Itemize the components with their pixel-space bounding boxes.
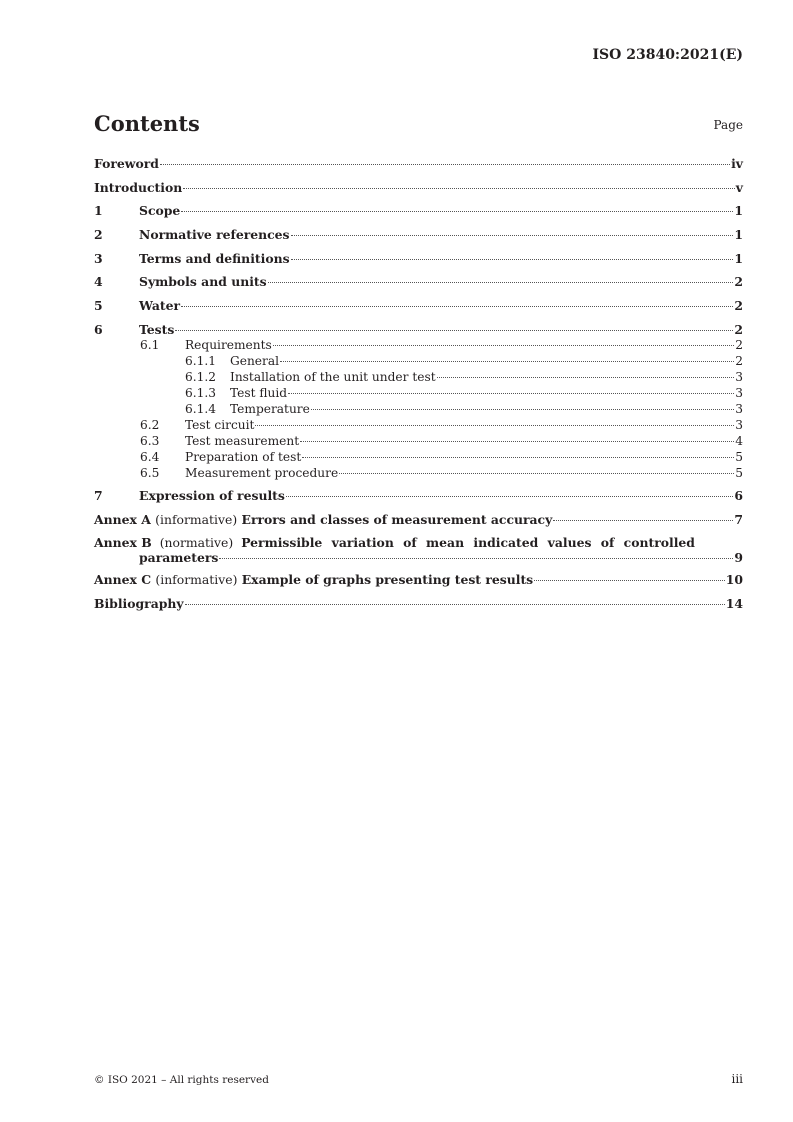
toc-page: 3 bbox=[735, 369, 743, 384]
toc-label-line1: Permissible variation of mean indicated values of controlled bbox=[241, 535, 695, 551]
dot-leader bbox=[291, 235, 734, 236]
dot-leader bbox=[288, 393, 734, 394]
toc-entry-bibliography[interactable] bbox=[94, 596, 743, 611]
toc-annex-type: (normative) bbox=[159, 535, 234, 551]
toc-label: Test measurement bbox=[185, 433, 300, 448]
toc-entry-requirements[interactable] bbox=[94, 338, 743, 354]
toc-entry-tests[interactable] bbox=[94, 322, 743, 337]
dot-leader bbox=[311, 409, 734, 410]
toc-entry-temperature[interactable] bbox=[94, 402, 743, 418]
toc-page: 1 bbox=[734, 227, 743, 243]
page-title: Contents bbox=[94, 111, 200, 136]
toc-page: 1 bbox=[734, 250, 743, 266]
dot-leader bbox=[302, 457, 734, 458]
toc-entry-general[interactable] bbox=[94, 354, 743, 370]
toc-page: 5 bbox=[735, 449, 743, 464]
toc-entry-water[interactable] bbox=[94, 298, 743, 313]
toc-label: Scope bbox=[139, 203, 181, 219]
toc-label: Installation of the unit under test bbox=[230, 369, 436, 384]
toc-entry-foreword[interactable] bbox=[94, 156, 743, 171]
dot-leader bbox=[219, 558, 733, 559]
toc-entry-symbols-and-units[interactable] bbox=[94, 274, 743, 289]
dot-leader bbox=[273, 345, 734, 346]
dot-leader bbox=[286, 496, 734, 497]
toc-number: 6.1 bbox=[140, 337, 160, 352]
dot-leader bbox=[185, 604, 725, 605]
toc-number: 6.5 bbox=[140, 465, 160, 480]
toc-label: Expression of results bbox=[139, 488, 285, 503]
dot-leader bbox=[534, 580, 725, 581]
table-of-contents bbox=[94, 156, 743, 620]
toc-label: Measurement procedure bbox=[185, 465, 339, 480]
toc-number: 6.1.3 bbox=[185, 385, 217, 400]
toc-label: Preparation of test bbox=[185, 449, 302, 464]
toc-number: 2 bbox=[94, 227, 103, 243]
toc-number: 6.3 bbox=[140, 433, 160, 448]
toc-label: Bibliography bbox=[94, 596, 184, 612]
toc-number: 6.1.2 bbox=[185, 369, 217, 384]
toc-annex-prefix: Annex C bbox=[94, 572, 152, 588]
toc-page: iv bbox=[731, 156, 743, 171]
toc-entry-test-measurement[interactable] bbox=[94, 434, 743, 450]
toc-label: Foreword bbox=[94, 156, 159, 171]
toc-annex-prefix: Annex B bbox=[94, 535, 152, 551]
toc-number: 6.1.4 bbox=[185, 401, 217, 416]
toc-page: 1 bbox=[734, 203, 743, 219]
toc-label-line2: parameters bbox=[139, 550, 219, 566]
page-column-label: Page bbox=[713, 118, 743, 132]
document-id: ISO 23840:2021(E) bbox=[592, 47, 743, 63]
dot-leader bbox=[300, 441, 734, 442]
dot-leader bbox=[268, 282, 734, 283]
toc-label: Temperature bbox=[230, 401, 310, 416]
copyright-notice: © ISO 2021 – All rights reserved bbox=[94, 1074, 269, 1086]
toc-entry-installation[interactable] bbox=[94, 370, 743, 386]
toc-page: 7 bbox=[734, 511, 743, 527]
toc-number: 5 bbox=[94, 298, 103, 314]
toc-entry-annex-b[interactable] bbox=[94, 535, 743, 565]
toc-number: 4 bbox=[94, 274, 103, 290]
toc-label: Normative references bbox=[139, 227, 290, 243]
toc-entry-expression-of-results[interactable] bbox=[94, 488, 743, 503]
toc-page: 2 bbox=[735, 353, 743, 368]
toc-label: Errors and classes of measurement accuracy bbox=[241, 511, 553, 527]
toc-label: General bbox=[230, 353, 279, 368]
toc-number: 6.2 bbox=[140, 417, 160, 432]
toc-annex-type: (informative) bbox=[155, 572, 238, 588]
dot-leader bbox=[553, 520, 733, 521]
toc-entry-measurement-procedure[interactable] bbox=[94, 466, 743, 482]
toc-label: Requirements bbox=[185, 337, 272, 352]
dot-leader bbox=[181, 211, 733, 212]
toc-label: Terms and definitions bbox=[139, 250, 290, 266]
toc-page: 3 bbox=[735, 417, 743, 432]
toc-page: 10 bbox=[725, 572, 743, 588]
dot-leader bbox=[255, 425, 734, 426]
toc-label: Water bbox=[139, 298, 181, 314]
toc-page: v bbox=[735, 179, 743, 195]
toc-entry-annex-a[interactable] bbox=[94, 512, 743, 527]
toc-page: 3 bbox=[735, 385, 743, 400]
dot-leader bbox=[291, 259, 734, 260]
toc-page: 5 bbox=[735, 465, 743, 480]
toc-page: 9 bbox=[734, 550, 743, 566]
toc-number: 3 bbox=[94, 250, 103, 266]
toc-label: Introduction bbox=[94, 179, 183, 195]
toc-entry-introduction[interactable] bbox=[94, 180, 743, 195]
toc-page: 4 bbox=[735, 433, 743, 448]
dot-leader bbox=[181, 306, 733, 307]
toc-entry-test-circuit[interactable] bbox=[94, 418, 743, 434]
page-number: iii bbox=[731, 1072, 743, 1086]
toc-page: 2 bbox=[734, 298, 743, 314]
toc-label: Test circuit bbox=[185, 417, 255, 432]
toc-annex-type: (informative) bbox=[155, 511, 238, 527]
toc-label: Test fluid bbox=[230, 385, 288, 400]
dot-leader bbox=[339, 473, 734, 474]
toc-page: 14 bbox=[725, 596, 743, 612]
toc-page: 3 bbox=[735, 401, 743, 416]
toc-entry-test-fluid[interactable] bbox=[94, 386, 743, 402]
toc-page: 2 bbox=[734, 274, 743, 290]
toc-label: Example of graphs presenting test results bbox=[241, 572, 534, 588]
dot-leader bbox=[280, 361, 734, 362]
toc-entry-scope[interactable] bbox=[94, 203, 743, 218]
toc-number: 6 bbox=[94, 321, 103, 337]
toc-number: 6.4 bbox=[140, 449, 160, 464]
toc-number: 7 bbox=[94, 488, 103, 503]
toc-label: Tests bbox=[139, 321, 175, 337]
dot-leader bbox=[160, 164, 730, 165]
toc-number: 1 bbox=[94, 203, 103, 219]
dot-leader bbox=[175, 330, 733, 331]
toc-number: 6.1.1 bbox=[185, 353, 217, 368]
toc-page: 2 bbox=[734, 321, 743, 337]
toc-entry-annex-c[interactable] bbox=[94, 572, 743, 587]
dot-leader bbox=[183, 188, 735, 189]
toc-annex-prefix: Annex A bbox=[94, 511, 151, 527]
toc-entry-normative-references[interactable] bbox=[94, 227, 743, 242]
toc-page: 6 bbox=[734, 488, 743, 503]
toc-entry-preparation-of-test[interactable] bbox=[94, 450, 743, 466]
dot-leader bbox=[437, 377, 735, 378]
toc-page: 2 bbox=[735, 337, 743, 352]
toc-entry-terms-and-definitions[interactable] bbox=[94, 251, 743, 266]
toc-label: Symbols and units bbox=[139, 274, 267, 290]
